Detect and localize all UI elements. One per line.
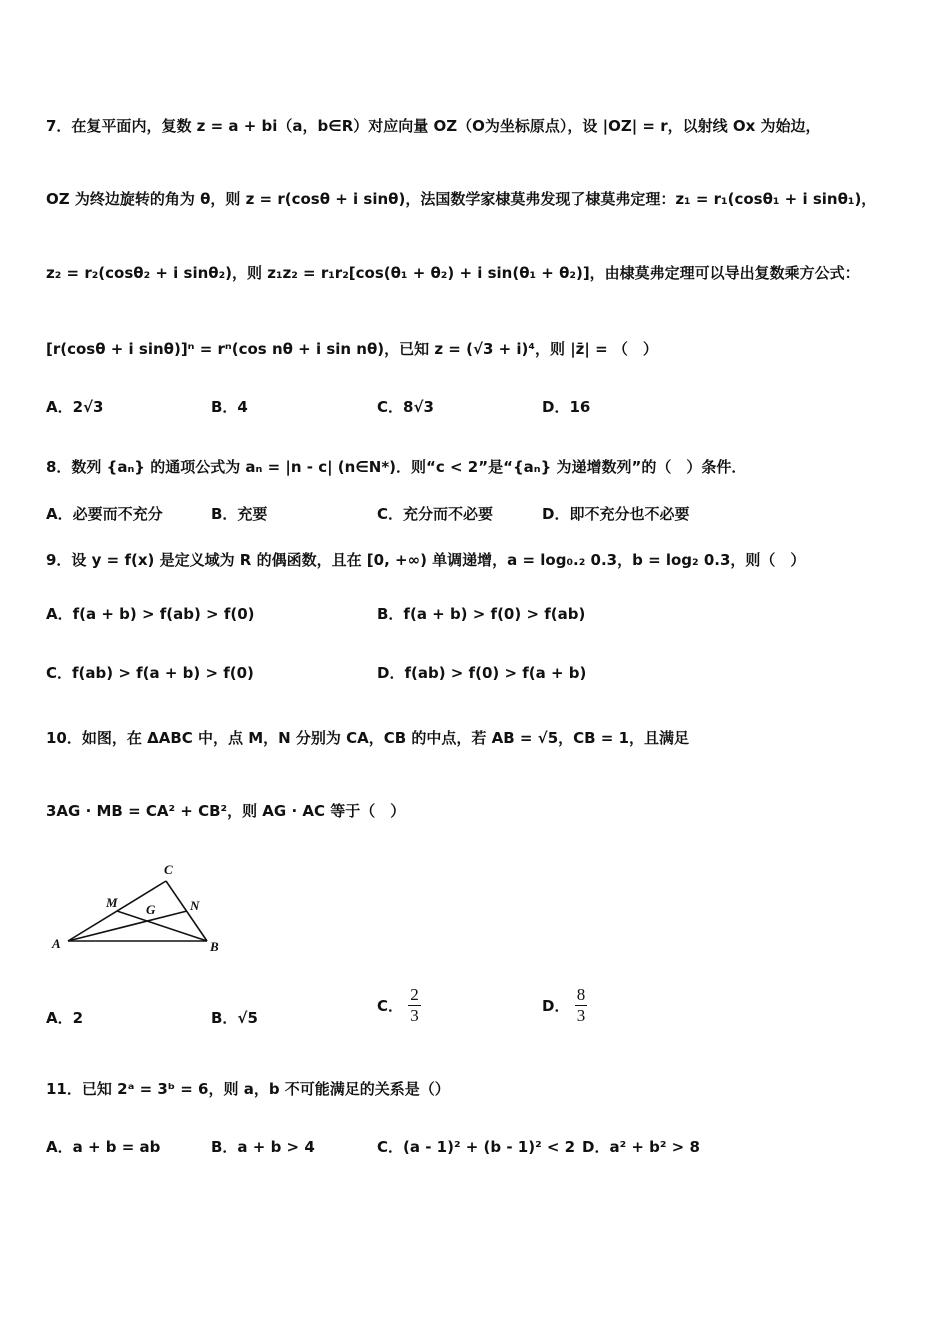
q8-option-b[interactable]: B．充要 [211,505,268,523]
q8-option-a[interactable]: A．必要而不充分 [46,505,163,523]
q7-line-2: OZ 为终边旋转的角为 θ，则 z = r(cosθ + i sinθ)，法国数学家棣莫弗发现了棣莫弗定理：z₁ = r₁(cosθ₁ + i sinθ₁)， [46,190,877,208]
q8-option-d[interactable]: D．即不充分也不必要 [542,505,690,523]
label-a: A [52,936,61,951]
q11-option-c[interactable]: C．(a - 1)² + (b - 1)² < 2 [377,1138,576,1156]
fraction-denominator: 3 [576,1006,586,1025]
q9-option-a[interactable]: A．f(a + b) > f(ab) > f(0) [46,605,255,623]
q11-option-a[interactable]: A．a + b = ab [46,1138,161,1156]
q7-option-b[interactable]: B．4 [211,398,248,416]
q10-option-d[interactable] [542,985,587,1026]
fraction-eight-thirds [575,985,588,1026]
label-n: N [190,898,200,913]
q8-line-1: 8．数列 {aₙ} 的通项公式为 aₙ = |n - c| (n∈N*)．则“c < 2”是“{aₙ} 为递增数列”的（ ）条件． [46,458,747,476]
q11-line-1: 11．已知 2ᵃ = 3ᵇ = 6，则 a，b 不可能满足的关系是（） [46,1080,450,1098]
q10-line-2: 3AG · MB = CA² + CB²，则 AG · AC 等于（ ） [46,802,406,820]
q7-line-1: 7．在复平面内，复数 z = a + bi（a，b∈R）对应向量 OZ（O为坐标原点），设 |OZ| = r，以射线 Ox 为始边， [46,117,821,135]
q10-option-b[interactable]: B．√5 [211,1009,258,1027]
q7-option-c[interactable]: C．8√3 [377,398,434,416]
q9-line-1: 9．设 y = f(x) 是定义域为 R 的偶函数，且在 [0, +∞) 单调递增，a = log₀.₂ 0.3，b = log₂ 0.3，则（ ） [46,551,806,569]
triangle-figure [44,856,234,956]
q7-line-3: z₂ = r₂(cosθ₂ + i sinθ₂)，则 z₁z₂ = r₁r₂[cos(θ₁ + θ₂) + i sin(θ₁ + θ₂)]，由棣莫弗定理可以导出复数乘方公式： [46,264,860,282]
fraction-numerator: 8 [576,985,586,1004]
fraction-numerator: 2 [410,985,419,1004]
q10-option-a[interactable]: A．2 [46,1009,84,1027]
q10-option-d-label: D． [542,997,570,1015]
q9-option-d[interactable]: D．f(ab) > f(0) > f(a + b) [377,664,587,682]
fraction-denominator: 3 [410,1006,419,1025]
median-an [68,911,187,941]
q11-option-d[interactable]: D．a² + b² > 8 [582,1138,700,1156]
q10-option-c[interactable] [377,985,421,1026]
q7-option-a[interactable]: A．2√3 [46,398,104,416]
label-m: M [106,895,118,910]
label-g: G [146,902,156,917]
fraction-two-thirds [408,985,421,1026]
label-b: B [210,939,219,954]
q11-option-b[interactable]: B．a + b > 4 [211,1138,315,1156]
q8-option-c[interactable]: C．充分而不必要 [377,505,494,523]
q10-option-c-label: C． [377,997,404,1015]
q7-option-d[interactable]: D．16 [542,398,591,416]
q9-option-b[interactable]: B．f(a + b) > f(0) > f(ab) [377,605,586,623]
label-c: C [164,862,173,877]
q7-line-4: [r(cosθ + i sinθ)]ⁿ = rⁿ(cos nθ + i sin nθ)，已知 z = (√3 + i)⁴，则 |z̄| = （ ） [46,340,658,358]
q9-option-c[interactable]: C．f(ab) > f(a + b) > f(0) [46,664,254,682]
q10-line-1: 10．如图，在 ΔABC 中，点 M，N 分别为 CA，CB 的中点，若 AB = √5，CB = 1，且满足 [46,729,690,747]
